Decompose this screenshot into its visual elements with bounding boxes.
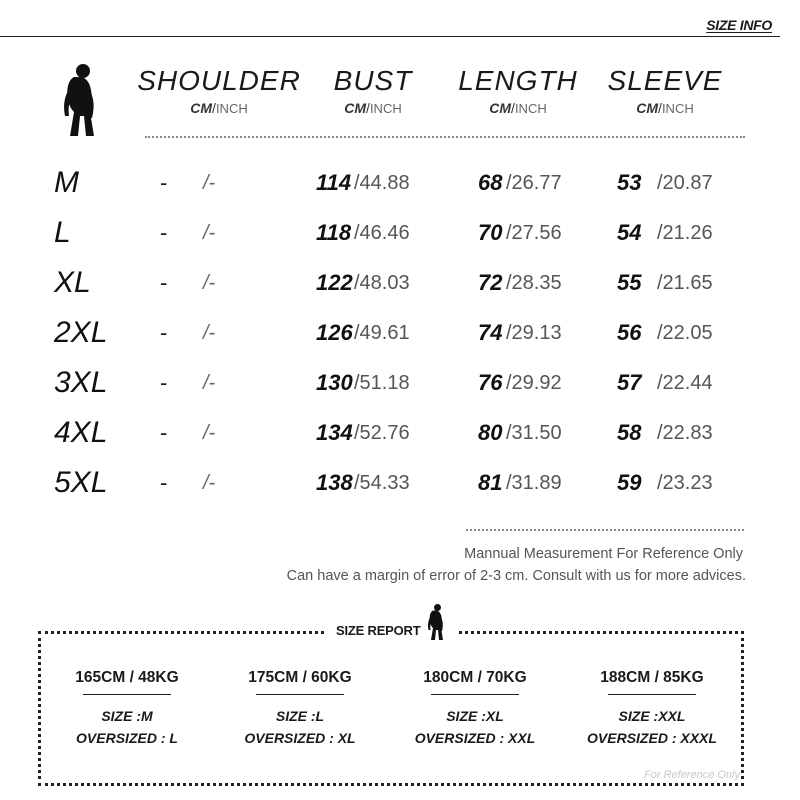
- table-row: [0, 416, 800, 466]
- recommended-size: SIZE :M: [101, 708, 153, 724]
- recommended-size: SIZE :XXL: [618, 708, 686, 724]
- shoulder-inch: /-: [203, 322, 216, 344]
- size-label: 3XL: [54, 366, 108, 399]
- length-inch: /26.77: [506, 172, 562, 194]
- unit-inch: INCH: [215, 101, 248, 116]
- bust-inch: /44.88: [354, 172, 410, 194]
- bust-cm: 126: [316, 320, 353, 345]
- shoulder-inch: /-: [203, 472, 216, 494]
- unit-cm: CM: [489, 100, 512, 116]
- margin-note: Can have a margin of error of 2-3 cm. Consult with us for more advices.: [286, 568, 746, 584]
- bust-inch: /51.18: [354, 372, 410, 394]
- length-cm: 81: [478, 470, 503, 495]
- header-bust-unit: CM/INCH: [344, 100, 402, 116]
- table-row: [0, 266, 800, 316]
- ape-figure-icon: [56, 62, 104, 138]
- notes-dotted-divider: [466, 529, 744, 531]
- table-row: [0, 166, 800, 216]
- length-cm: 76: [478, 370, 503, 395]
- oversized-size: OVERSIZED : L: [76, 730, 178, 746]
- oversized-size: OVERSIZED : XXL: [414, 730, 536, 746]
- size-label: XL: [54, 266, 91, 299]
- sleeve-cm: 59: [617, 470, 642, 495]
- table-row: [0, 316, 800, 366]
- underline: [431, 694, 519, 695]
- size-report-item: [42, 668, 212, 749]
- sleeve-inch: /20.87: [657, 172, 713, 194]
- length-cm: 74: [478, 320, 503, 345]
- unit-inch: INCH: [661, 101, 694, 116]
- length-inch: /31.89: [506, 472, 562, 494]
- size-info-title: SIZE INFO: [706, 17, 772, 33]
- bust-cm: 114: [316, 170, 352, 195]
- sleeve-inch: /21.26: [657, 222, 713, 244]
- bust-cm: 130: [316, 370, 353, 395]
- size-label: L: [54, 216, 71, 249]
- length-inch: /27.56: [506, 222, 562, 244]
- sleeve-cm: 56: [617, 320, 642, 345]
- bust-inch: /52.76: [354, 422, 410, 444]
- measurement-note: Mannual Measurement For Reference Only: [464, 546, 743, 562]
- bust-inch: /48.03: [354, 272, 410, 294]
- unit-inch: INCH: [369, 101, 402, 116]
- header-dotted-divider: [145, 136, 745, 138]
- length-cm: 68: [478, 170, 503, 195]
- header-shoulder-unit: CM/INCH: [190, 100, 248, 116]
- header-bust-name: BUST: [333, 65, 413, 96]
- sleeve-cm: 57: [617, 370, 642, 395]
- ape-figure-icon: [424, 602, 448, 642]
- length-inch: /31.50: [506, 422, 562, 444]
- length-inch: /29.92: [506, 372, 562, 394]
- header-sleeve-name: SLEEVE: [607, 65, 723, 96]
- unit-cm: CM: [636, 100, 659, 116]
- sleeve-inch: /22.44: [657, 372, 713, 394]
- length-cm: 80: [478, 420, 503, 445]
- header-sleeve-unit: CM/INCH: [636, 100, 694, 116]
- sleeve-inch: /22.83: [657, 422, 713, 444]
- table-row: [0, 466, 800, 516]
- length-inch: /29.13: [506, 322, 562, 344]
- reference-only-note: For Reference Only: [644, 769, 740, 781]
- shoulder-inch: /-: [203, 172, 216, 194]
- body-measure: 175CM / 60KG: [248, 669, 352, 686]
- header-length: [433, 62, 603, 117]
- size-label: 2XL: [54, 316, 108, 349]
- sleeve-inch: /21.65: [657, 272, 713, 294]
- bust-cm: 122: [316, 270, 353, 295]
- size-label: 4XL: [54, 416, 108, 449]
- unit-cm: CM: [190, 100, 213, 116]
- shoulder-cm: -: [160, 370, 168, 395]
- shoulder-inch: /-: [203, 222, 216, 244]
- shoulder-inch: /-: [203, 372, 216, 394]
- header-shoulder: [134, 62, 304, 117]
- sleeve-cm: 54: [617, 220, 642, 245]
- header-shoulder-name: SHOULDER: [137, 65, 301, 96]
- underline: [83, 694, 171, 695]
- body-measure: 180CM / 70KG: [423, 669, 527, 686]
- sleeve-cm: 55: [617, 270, 642, 295]
- bust-inch: /46.46: [354, 222, 410, 244]
- oversized-size: OVERSIZED : XL: [244, 730, 356, 746]
- shoulder-cm: -: [160, 470, 168, 495]
- underline: [256, 694, 344, 695]
- shoulder-cm: -: [160, 220, 168, 245]
- bust-inch: /49.61: [354, 322, 410, 344]
- shoulder-cm: -: [160, 170, 168, 195]
- recommended-size: SIZE :L: [275, 708, 325, 724]
- oversized-size: OVERSIZED : XXXL: [587, 730, 717, 746]
- shoulder-inch: /-: [203, 422, 216, 444]
- sleeve-cm: 53: [617, 170, 642, 195]
- bust-cm: 138: [316, 470, 353, 495]
- length-cm: 70: [478, 220, 503, 245]
- header-length-unit: CM/INCH: [489, 100, 547, 116]
- table-row: [0, 366, 800, 416]
- shoulder-cm: -: [160, 270, 168, 295]
- bust-cm: 118: [316, 220, 352, 245]
- size-report-heading: [326, 592, 458, 642]
- size-report-item: [390, 668, 560, 749]
- underline: [608, 694, 696, 695]
- shoulder-cm: -: [160, 420, 168, 445]
- length-cm: 72: [478, 270, 503, 295]
- size-report-item: [215, 668, 385, 749]
- header-sleeve: [580, 62, 750, 117]
- unit-inch: INCH: [514, 101, 547, 116]
- body-measure: 188CM / 85KG: [600, 669, 704, 686]
- sleeve-cm: 58: [617, 420, 642, 445]
- length-inch: /28.35: [506, 272, 562, 294]
- bust-cm: 134: [316, 420, 353, 445]
- shoulder-cm: -: [160, 320, 168, 345]
- shoulder-inch: /-: [203, 272, 216, 294]
- size-report-item: [567, 668, 737, 749]
- table-row: [0, 216, 800, 266]
- sleeve-inch: /22.05: [657, 322, 713, 344]
- header-length-name: LENGTH: [458, 65, 578, 96]
- size-report-title: SIZE REPORT: [336, 623, 421, 638]
- bust-inch: /54.33: [354, 472, 410, 494]
- top-divider: [0, 36, 780, 37]
- size-label: M: [54, 166, 79, 199]
- sleeve-inch: /23.23: [657, 472, 713, 494]
- recommended-size: SIZE :XL: [446, 708, 504, 724]
- body-measure: 165CM / 48KG: [75, 669, 179, 686]
- unit-cm: CM: [344, 100, 367, 116]
- size-label: 5XL: [54, 466, 108, 499]
